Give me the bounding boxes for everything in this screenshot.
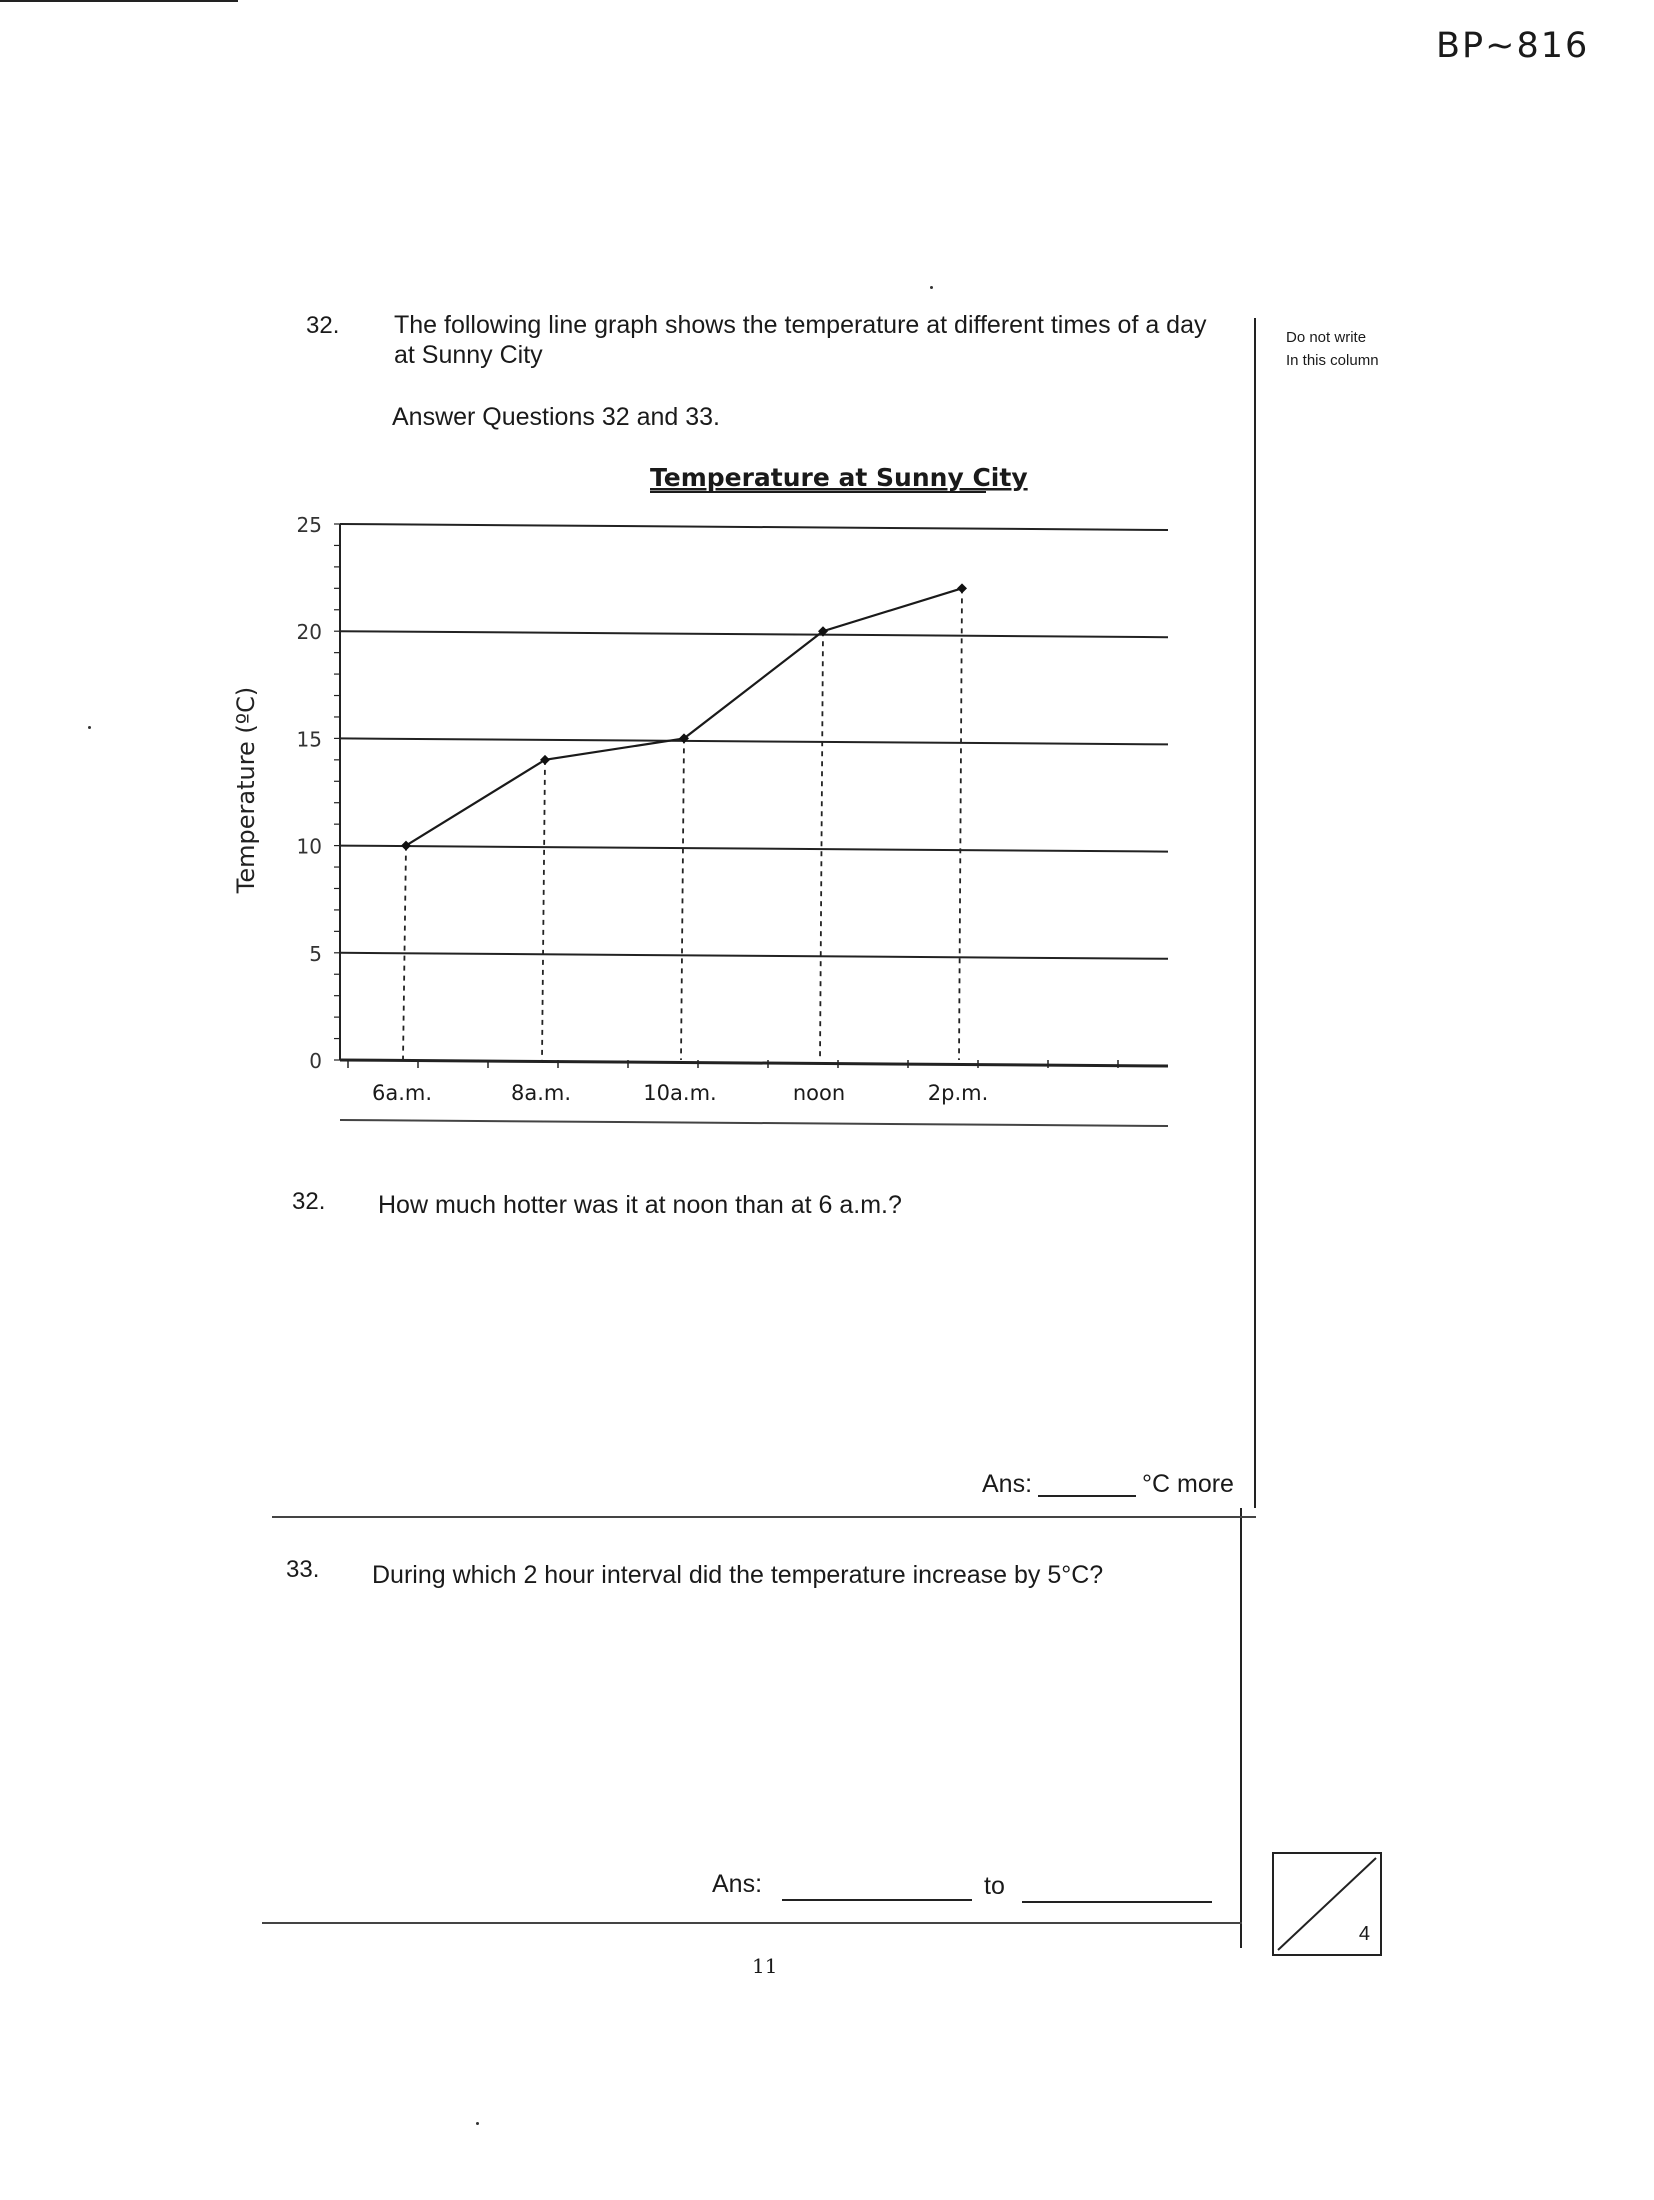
scan-speck bbox=[930, 286, 933, 289]
data-point bbox=[540, 755, 550, 765]
intro-instruction: Answer Questions 32 and 33. bbox=[392, 403, 720, 431]
document-code: BP~816 bbox=[1436, 26, 1590, 66]
y-tick-label: 25 bbox=[296, 513, 322, 537]
gridline bbox=[340, 631, 1168, 637]
gridline bbox=[340, 1060, 1168, 1066]
scan-speck bbox=[88, 726, 91, 729]
drop-line bbox=[820, 631, 823, 1060]
score-box bbox=[1272, 1852, 1382, 1956]
temperature-series-line bbox=[406, 588, 962, 845]
margin-note-line1: Do not write bbox=[1286, 329, 1367, 346]
score-max: 4 bbox=[1358, 1923, 1370, 1945]
drop-line bbox=[681, 738, 684, 1060]
y-tick-label: 5 bbox=[309, 941, 322, 966]
margin-column-rule-lower bbox=[1240, 1508, 1242, 1948]
gridline bbox=[340, 846, 1168, 852]
drop-line bbox=[542, 760, 545, 1060]
q32-number: 32. bbox=[292, 1188, 326, 1215]
q33-answer-blank-from[interactable] bbox=[782, 1898, 972, 1901]
intro-question-number: 32. bbox=[306, 312, 340, 339]
q33-separator-rule bbox=[262, 1922, 1242, 1924]
gridline bbox=[340, 524, 1168, 530]
q33-answer-blank-to[interactable] bbox=[1022, 1900, 1212, 1903]
x-category-label: 8a.m. bbox=[510, 1081, 572, 1105]
y-axis-label: Temperature (ºC) bbox=[232, 686, 260, 894]
data-point bbox=[957, 583, 967, 593]
drop-line bbox=[959, 588, 962, 1060]
y-tick-label: 10 bbox=[296, 834, 322, 859]
q32-text: How much hotter was it at noon than at 6 a.m.? bbox=[378, 1191, 902, 1219]
q33-connector: to bbox=[984, 1872, 1005, 1900]
gridline bbox=[340, 738, 1168, 744]
y-tick-label: 15 bbox=[296, 727, 322, 752]
x-label-underline bbox=[340, 1120, 1168, 1126]
q33-ans-label: Ans: bbox=[712, 1870, 763, 1898]
x-category-label: 6a.m. bbox=[371, 1081, 433, 1105]
q33-number: 33. bbox=[286, 1556, 320, 1583]
q32-unit: °C more bbox=[1142, 1470, 1234, 1498]
intro-line2: at Sunny City bbox=[394, 341, 543, 369]
intro-line1: The following line graph shows the temperature at different times of a day bbox=[394, 311, 1207, 339]
x-category-label: noon bbox=[792, 1081, 846, 1105]
y-tick-label: 0 bbox=[309, 1049, 322, 1073]
page-number: 11 bbox=[752, 1954, 778, 1978]
data-point bbox=[401, 841, 411, 851]
margin-note-line2: In this column bbox=[1286, 352, 1379, 369]
chart-title: Temperature at Sunny City bbox=[650, 463, 1028, 492]
y-tick-label: 20 bbox=[296, 620, 322, 645]
q32-ans-label: Ans: bbox=[982, 1470, 1033, 1498]
x-category-label: 10a.m. bbox=[643, 1081, 717, 1105]
x-category-label: 2p.m. bbox=[927, 1081, 989, 1105]
q32-separator-rule bbox=[272, 1516, 1256, 1518]
scan-speck bbox=[476, 2122, 479, 2125]
q32-answer-blank[interactable] bbox=[1038, 1494, 1136, 1497]
gridline bbox=[340, 953, 1168, 959]
q33-text: During which 2 hour interval did the temperature increase by 5°C? bbox=[372, 1561, 1104, 1589]
